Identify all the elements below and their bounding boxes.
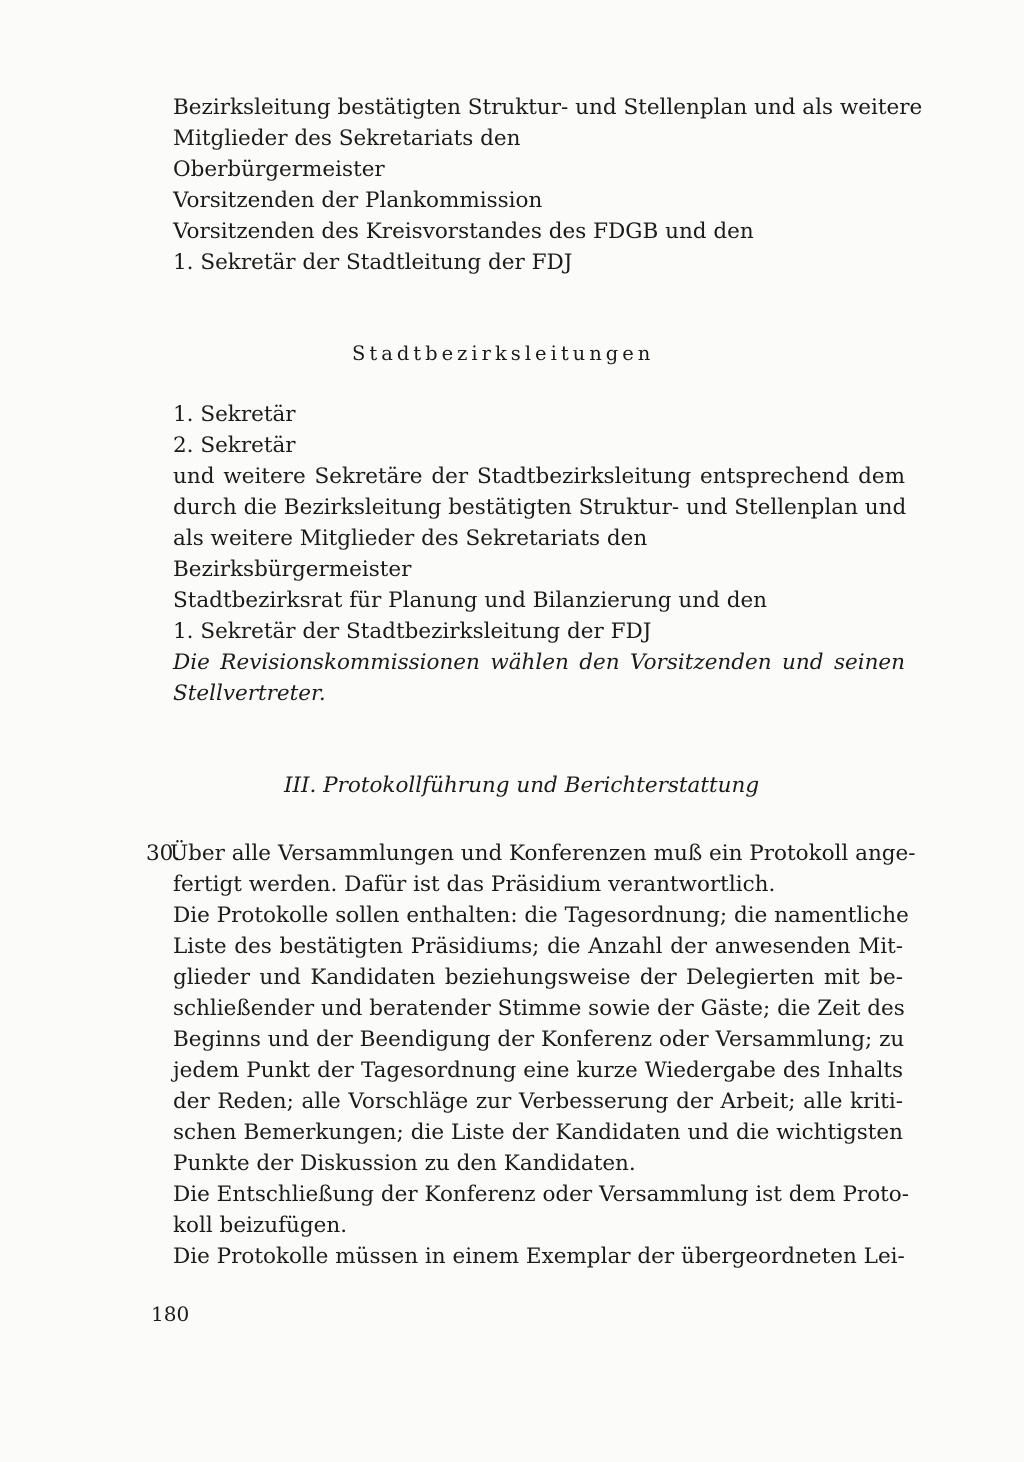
text-line: koll beizufügen. <box>173 1213 348 1238</box>
text-line: Bezirksbürgermeister <box>173 557 412 582</box>
text-line: Über alle Versammlungen und Konferenzen muß ein Protokoll ange- <box>170 841 916 866</box>
text-line: Liste des bestätigten Präsidiums; die Anzahl der anwesenden Mit- <box>173 934 903 959</box>
section-heading: Stadtbezirksleitungen <box>352 342 655 365</box>
text-line: Vorsitzenden der Plankommission <box>173 188 543 213</box>
text-line: 2. Sekretär <box>173 433 296 458</box>
text-line: als weitere Mitglieder des Sekretariats den <box>173 526 648 551</box>
text-line: 1. Sekretär der Stadtbezirksleitung der FDJ <box>173 619 652 644</box>
text-line: Die Protokolle sollen enthalten: die Tagesordnung; die namentliche <box>173 903 909 928</box>
text-line: Bezirksleitung bestätigten Struktur- und Stellenplan und als weitere <box>173 95 923 120</box>
page-number: 180 <box>151 1302 190 1326</box>
text-line: durch die Bezirksleitung bestätigten Struktur- und Stellenplan und <box>173 495 907 520</box>
text-line: 1. Sekretär der Stadtleitung der FDJ <box>173 250 573 275</box>
text-line: Beginns und der Beendigung der Konferenz oder Versammlung; zu <box>173 1027 905 1052</box>
chapter-heading: III. Protokollführung und Berichterstattung <box>284 773 760 798</box>
text-line: 1. Sekretär <box>173 402 296 427</box>
text-line: fertigt werden. Dafür ist das Präsidium verantwortlich. <box>173 872 776 897</box>
text-line: Die Entschließung der Konferenz oder Versammlung ist dem Proto- <box>173 1182 909 1207</box>
text-line: Die Protokolle müssen in einem Exemplar der übergeordneten Lei- <box>173 1244 905 1269</box>
text-line: glieder und Kandidaten beziehungsweise der Delegierten mit be- <box>173 965 903 990</box>
item-number: 30. <box>146 841 181 866</box>
text-line: Punkte der Diskussion zu den Kandidaten. <box>173 1151 636 1176</box>
text-line: der Reden; alle Vorschläge zur Verbesserung der Arbeit; alle kriti- <box>173 1089 903 1114</box>
text-line: und weitere Sekretäre der Stadtbezirksleitung entsprechend dem <box>173 464 905 489</box>
text-line: jedem Punkt der Tagesordnung eine kurze Wiedergabe des Inhalts <box>173 1058 903 1083</box>
text-line: schen Bemerkungen; die Liste der Kandidaten und die wichtigsten <box>173 1120 903 1145</box>
text-line: Stellvertreter. <box>173 681 326 706</box>
text-line: Stadtbezirksrat für Planung und Bilanzierung und den <box>173 588 768 613</box>
text-line: Oberbürgermeister <box>173 157 385 182</box>
text-line: Vorsitzenden des Kreisvorstandes des FDGB und den <box>173 219 754 244</box>
text-line: schließender und beratender Stimme sowie der Gäste; die Zeit des <box>173 996 905 1021</box>
text-line: Mitglieder des Sekretariats den <box>173 126 521 151</box>
text-line: Die Revisionskommissionen wählen den Vorsitzenden und seinen <box>173 650 905 675</box>
